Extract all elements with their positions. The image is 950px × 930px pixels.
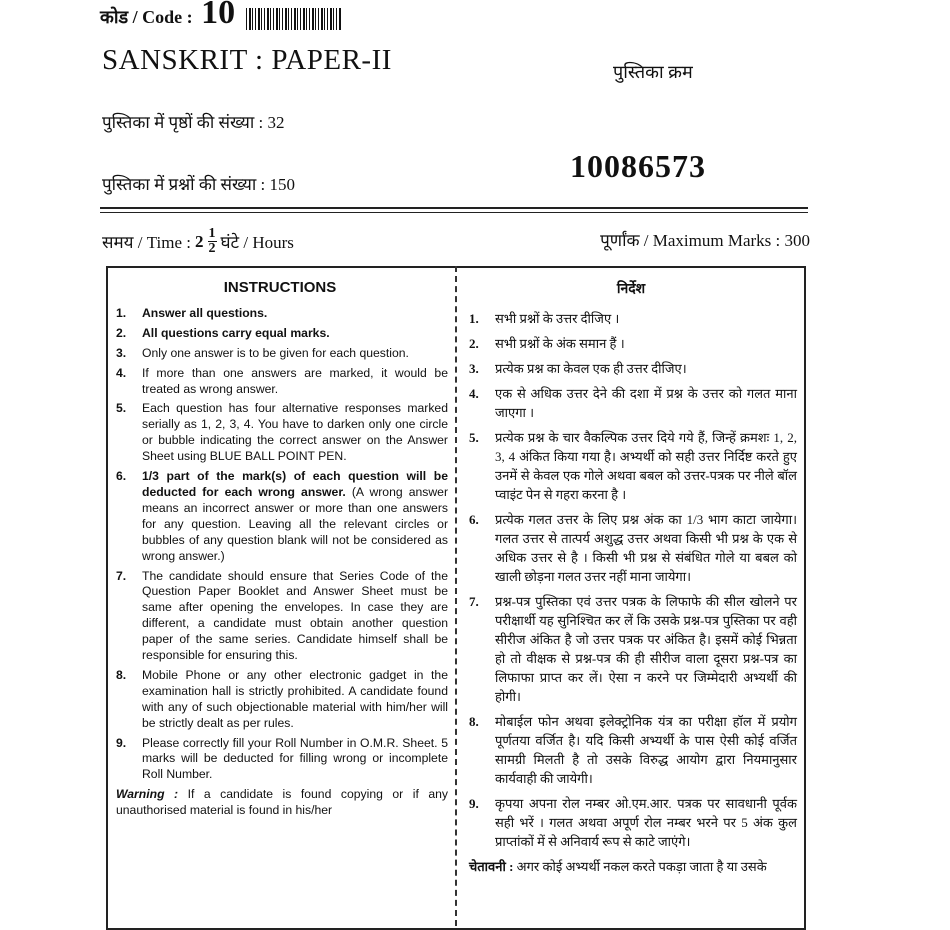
list-item	[112, 366, 448, 398]
item-text: कृपया अपना रोल नम्बर ओ.एम.आर. पत्रक पर सावधानी पूर्वक सही भरें । गलत अथवा अपूर्ण रोल नम्बर भरने पर 5 अंक कुल प्राप्तांकों में से अनिवार्य रूप से काटे जाएंगे।	[495, 796, 797, 849]
list-item	[112, 569, 448, 664]
warning-label: चेतावनी :	[469, 859, 514, 874]
list-item	[465, 592, 797, 706]
item-number: 4.	[116, 365, 127, 380]
item-number: 6.	[469, 512, 479, 527]
item-text-rest: (A wrong answer means an incorrect answer or more than one answers for any question. Leaving all the relevant circles or bubbles of any question blank will not be considered as wrong answer.)	[142, 484, 449, 563]
item-text: प्रत्येक गलत उत्तर के लिए प्रश्न अंक का 1/3 भाग काटा जायेगा। गलत उत्तर से तात्पर्य अशुद्ध उत्तर अथवा किसी भी प्रश्न के एक से अधिक उत्तर से है । किसी भी प्रश्न से संबंधित गोले या बबल को खाली छोड़ना गलत उत्तर नहीं माना जायेगा।	[495, 512, 797, 584]
question-count: पुस्तिका में प्रश्नों की संख्या : 150	[102, 175, 295, 194]
item-text: सभी प्रश्नों के अंक समान हैं ।	[495, 336, 625, 351]
time-fraction	[208, 227, 217, 256]
item-text	[142, 469, 448, 564]
list-item	[112, 401, 448, 465]
list-item	[465, 794, 797, 851]
item-number: 1.	[469, 311, 479, 326]
maximum-marks: पूर्णांक / Maximum Marks : 300	[600, 231, 810, 250]
time-whole: 2	[195, 231, 204, 251]
booklet-serial-label: पुस्तिका क्रम	[613, 62, 693, 82]
item-text: All questions carry equal marks.	[142, 325, 330, 340]
list-item	[465, 309, 797, 328]
list-item	[465, 384, 797, 422]
column-divider	[455, 266, 457, 926]
item-number: 8.	[116, 667, 127, 682]
warning-text: अगर कोई अभ्यर्थी नकल करते पकड़ा जाता है या उसके	[516, 859, 767, 874]
item-number: 4.	[469, 386, 479, 401]
item-number: 2.	[116, 325, 127, 340]
instructions-heading: INSTRUCTIONS	[223, 279, 337, 296]
item-number: 5.	[469, 430, 479, 445]
item-text: प्रश्न-पत्र पुस्तिका एवं उत्तर पत्रक के लिफाफे की सील खोलने पर परीक्षार्थी यह सुनिश्चित कर लें कि उसके प्रश्न-पत्र पुस्तिका पर वही सीरीज अंकित है जो उत्तर पत्रक पर अंकित है। इसमें कोई भिन्नता हो तो वीक्षक से प्रश्न-पत्र की ही सीरीज वाला दूसरा प्रश्न-पत्र का लिफाफा प्राप्त कर लें। ऐसा न करने पर जिम्मेदारी अभ्यर्थी की होगी।	[495, 594, 797, 704]
list-item	[465, 359, 797, 378]
warning-note	[112, 787, 448, 819]
time-unit: घंटे / Hours	[220, 233, 294, 252]
item-number: 2.	[469, 336, 479, 351]
item-number: 1.	[116, 305, 127, 320]
booklet-serial-number: 10086573	[570, 148, 706, 184]
item-number: 5.	[116, 401, 127, 416]
item-number: 7.	[469, 594, 479, 609]
list-item	[465, 334, 797, 353]
time-allowed	[102, 227, 294, 256]
code-row	[100, 0, 342, 32]
item-text: If more than one answers are marked, it would be treated as wrong answer.	[142, 365, 448, 396]
divider-rule	[100, 207, 808, 209]
instructions-hindi	[465, 280, 797, 876]
item-text: The candidate should ensure that Series Code of the Question Paper Booklet and Answer Sheet must be same after opening the envelopes. In case they are different, a candidate must obtain another question paper of the same series. Candidate himself shall be responsible for ensuring this.	[142, 568, 448, 663]
item-text: Each question has four alternative responses marked serially as 1, 2, 3, 4. You have to darken only one circle or bubble indicating the correct answer on the Answer Sheet using BLUE BALL POINT PEN.	[142, 401, 448, 464]
instructions-heading-hindi: निर्देश	[616, 282, 646, 297]
time-numerator: 1	[208, 226, 216, 241]
item-number: 9.	[116, 735, 127, 750]
page-count: पुस्तिका में पृष्ठों की संख्या : 32	[102, 113, 285, 132]
code-label: कोड / Code :	[100, 7, 193, 27]
item-number: 7.	[116, 568, 127, 583]
item-number: 3.	[116, 345, 127, 360]
item-text: प्रत्येक प्रश्न का केवल एक ही उत्तर दीजिए।	[495, 361, 687, 376]
warning-label: Warning :	[116, 787, 179, 802]
item-text: मोबाईल फोन अथवा इलेक्ट्रोनिक यंत्र का परीक्षा हॉल में प्रयोग पूर्णतया वर्जित है। यदि किसी अभ्यर्थी के पास ऐसी कोई वर्जित सामग्री मिलती है तो उसके विरुद्ध आयोग द्वारा नियमानुसार कार्यवाही की जायेगी।	[495, 714, 797, 786]
item-text: Only one answer is to be given for each question.	[142, 345, 409, 360]
list-item	[112, 668, 448, 732]
code-value: 10	[201, 0, 236, 31]
paper-title: SANSKRIT : PAPER-II	[102, 44, 392, 76]
time-denominator: 2	[208, 241, 216, 256]
item-number: 6.	[116, 469, 127, 484]
list-item	[465, 428, 797, 504]
list-item	[112, 306, 448, 322]
item-text: Answer all questions.	[142, 305, 268, 320]
list-item	[465, 510, 797, 586]
list-item	[112, 326, 448, 342]
instructions-english	[112, 280, 448, 819]
list-item	[465, 712, 797, 788]
item-number: 9.	[469, 796, 479, 811]
list-item	[112, 346, 448, 362]
item-text-bold: 1/3 part of the mark(s) of each question will be deducted for each wrong answer.	[142, 469, 448, 499]
item-number: 3.	[469, 361, 479, 376]
divider-rule	[100, 212, 808, 213]
list-item	[112, 469, 448, 564]
warning-note-hindi	[465, 857, 797, 876]
item-text: Mobile Phone or any other electronic gadget in the examination hall is strictly prohibited. A candidate found with any of such objectionable material with him/her will be strictly dealt as per rules.	[142, 667, 448, 730]
item-text: Please correctly fill your Roll Number in O.M.R. Sheet. 5 marks will be deducted for filling wrong or incomplete Roll Number.	[142, 735, 448, 782]
barcode-icon	[246, 8, 342, 30]
item-number: 8.	[469, 714, 479, 729]
warning-text: If a candidate is found copying or if any unauthorised material is found in his/her	[116, 787, 448, 818]
item-text: सभी प्रश्नों के उत्तर दीजिए ।	[495, 311, 620, 326]
item-text: प्रत्येक प्रश्न के चार वैकल्पिक उत्तर दिये गये हैं, जिन्हें क्रमशः 1, 2, 3, 4 अंकित किया गया है। अभ्यर्थी को सही उत्तर निर्दिष्ट करते हुए उनमें से केवल एक गोले अथवा बबल को उत्तर-पत्रक पर नीले बॉल प्वाइंट पेन से गहरा करना है ।	[495, 430, 797, 502]
item-text: एक से अधिक उत्तर देने की दशा में प्रश्न के उत्तर को गलत माना जाएगा ।	[495, 386, 797, 420]
time-label: समय / Time :	[102, 233, 191, 252]
list-item	[112, 736, 448, 784]
